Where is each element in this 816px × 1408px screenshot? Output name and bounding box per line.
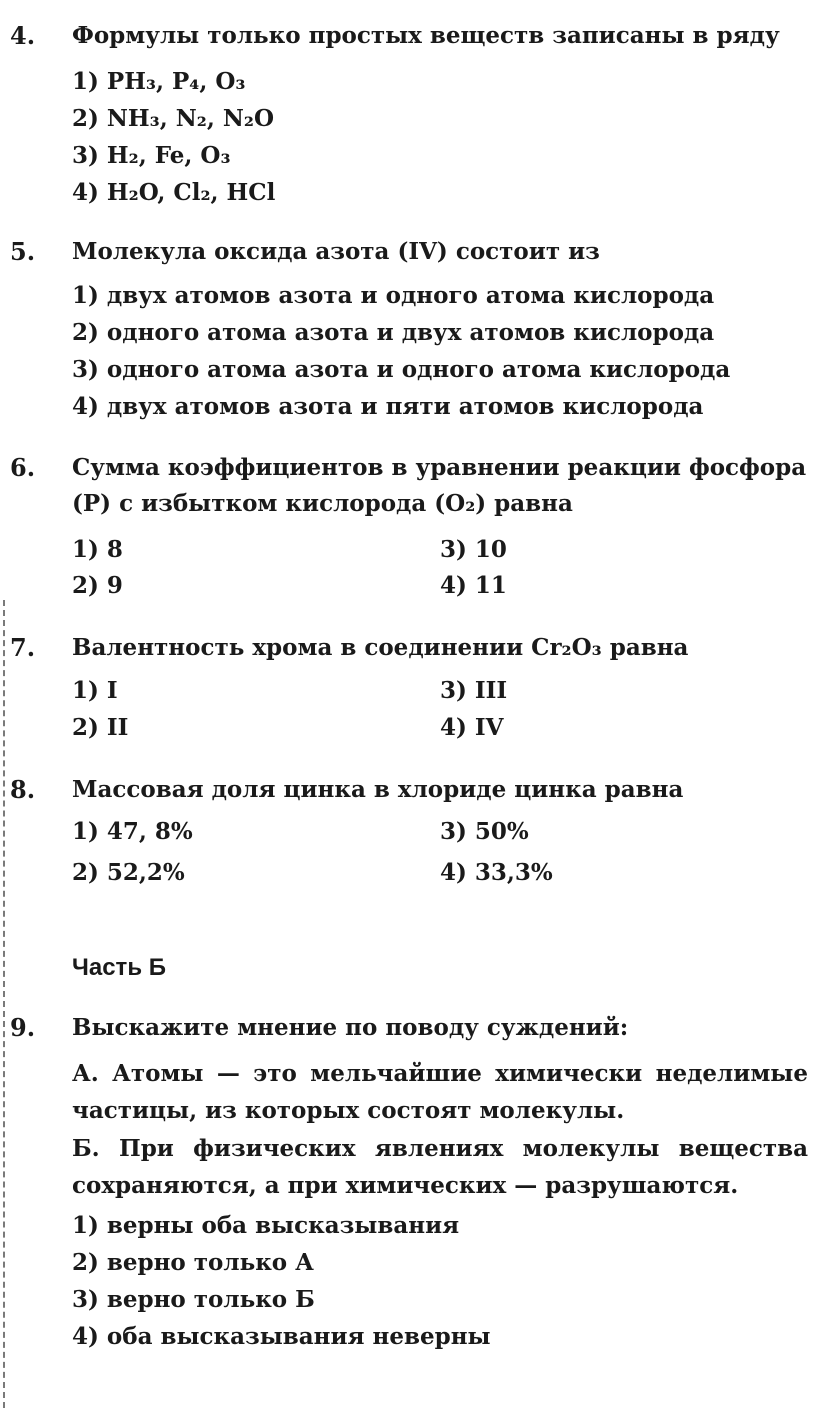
answer-option[interactable]: 2) 9: [72, 572, 123, 599]
answer-option[interactable]: 3) одного атома азота и одного атома кислорода: [72, 356, 731, 383]
answer-option[interactable]: 3) H₂, Fe, O₃: [72, 142, 231, 169]
answer-option[interactable]: 1) PH₃, P₄, O₃: [72, 68, 246, 95]
question-number: 5.: [10, 237, 36, 266]
question-number: 6.: [10, 453, 36, 482]
answer-option[interactable]: 1) 8: [72, 536, 123, 563]
answer-option[interactable]: 4) H₂O, Cl₂, HCl: [72, 179, 276, 206]
cut-line: [3, 600, 5, 1408]
answer-option[interactable]: 2) NH₃, N₂, N₂O: [72, 105, 274, 132]
answer-option[interactable]: 4) 33,3%: [440, 859, 553, 886]
answer-option[interactable]: 1) 47, 8%: [72, 818, 193, 845]
question-number: 7.: [10, 633, 36, 662]
answer-option[interactable]: 3) III: [440, 677, 508, 704]
answer-option[interactable]: 4) IV: [440, 714, 504, 741]
answer-option[interactable]: 4) 11: [440, 572, 507, 599]
statement-b: Б. При физических явлениях молекулы вещества сохраняются, а при химических — разрушаются.: [72, 1135, 808, 1199]
question-text: Валентность хрома в соединении Cr₂O₃ равна: [72, 634, 689, 661]
answer-option[interactable]: 1) двух атомов азота и одного атома кислорода: [72, 282, 715, 309]
question-text: Молекула оксида азота (IV) состоит из: [72, 238, 600, 265]
question-text: Сумма коэффициентов в уравнении реакции фосфора (P) с избытком кислорода (O₂) равна: [72, 454, 807, 517]
answer-option[interactable]: 4) оба высказывания неверны: [72, 1323, 491, 1350]
answer-option[interactable]: 3) 10: [440, 536, 507, 563]
answer-option[interactable]: 4) двух атомов азота и пяти атомов кислорода: [72, 393, 704, 420]
answer-option[interactable]: 2) верно только А: [72, 1249, 314, 1276]
question-number: 8.: [10, 775, 36, 804]
answer-option[interactable]: 2) одного атома азота и двух атомов кислорода: [72, 319, 715, 346]
answer-option[interactable]: 3) 50%: [440, 818, 529, 845]
question-number: 4.: [10, 21, 36, 50]
question-text: Выскажите мнение по поводу суждений:: [72, 1014, 629, 1041]
question-text: Формулы только простых веществ записаны в ряду: [72, 22, 780, 49]
answer-option[interactable]: 2) 52,2%: [72, 859, 185, 886]
answer-option[interactable]: 1) I: [72, 677, 118, 704]
answer-option[interactable]: 2) II: [72, 714, 129, 741]
question-text: Массовая доля цинка в хлориде цинка равна: [72, 776, 684, 803]
section-title: Часть Б: [72, 954, 166, 981]
statement-a: А. Атомы — это мельчайшие химически неделимые частицы, из которых состоят молекулы.: [72, 1060, 808, 1124]
answer-option[interactable]: 1) верны оба высказывания: [72, 1212, 460, 1239]
answer-option[interactable]: 3) верно только Б: [72, 1286, 315, 1313]
question-number: 9.: [10, 1013, 36, 1042]
